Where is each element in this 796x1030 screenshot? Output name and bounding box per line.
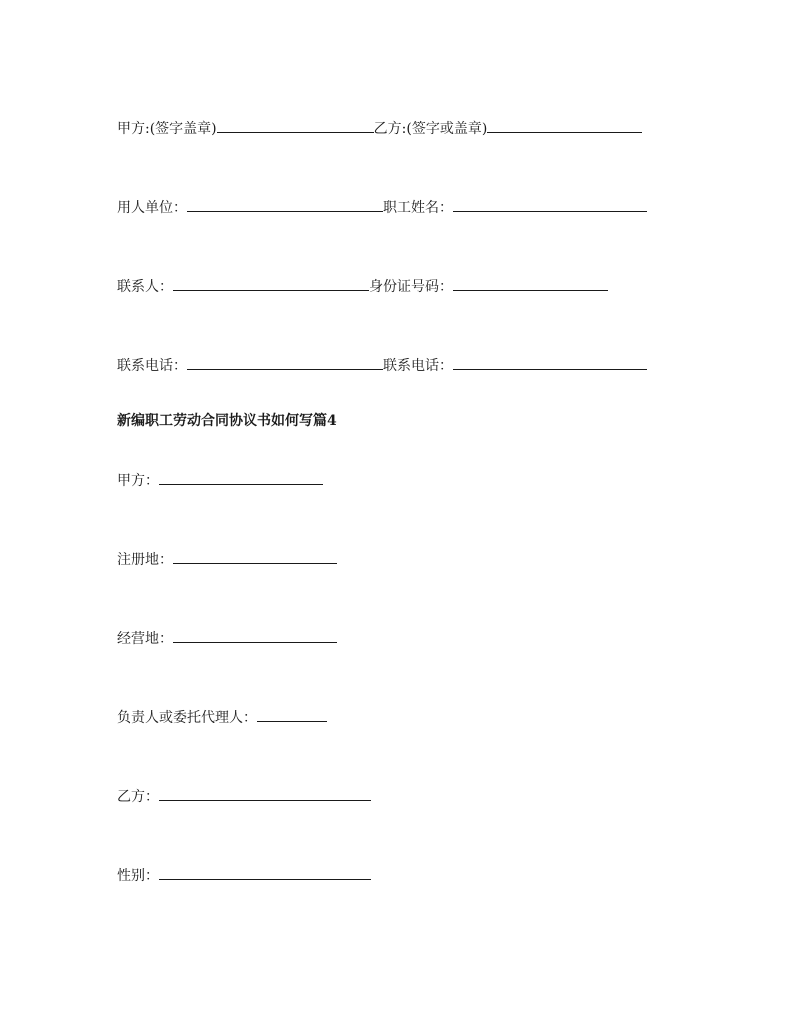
party-a-row bbox=[117, 470, 323, 491]
section-heading: 新编职工劳动合同协议书如何写篇4 bbox=[117, 413, 337, 429]
contact-phone-b-blank bbox=[453, 355, 647, 370]
party-b-row bbox=[117, 786, 371, 807]
representative-label: 负责人或委托代理人： bbox=[117, 710, 257, 726]
contact-person-label: 联系人： bbox=[117, 279, 173, 295]
representative-row bbox=[117, 707, 327, 728]
employee-name-label: 职工姓名： bbox=[383, 200, 453, 216]
id-number-label: 身份证号码： bbox=[369, 279, 453, 295]
contact-phone-a-blank bbox=[187, 355, 383, 370]
party-a-blank bbox=[159, 470, 323, 485]
registered-address-row bbox=[117, 549, 337, 570]
signature-row bbox=[117, 118, 642, 139]
employer-unit-label: 用人单位： bbox=[117, 200, 187, 216]
registered-address-blank bbox=[173, 549, 337, 564]
employer-row bbox=[117, 197, 647, 218]
contact-row bbox=[117, 276, 608, 297]
representative-blank bbox=[257, 707, 327, 722]
employee-name-blank bbox=[453, 197, 647, 212]
business-address-label: 经营地： bbox=[117, 631, 173, 647]
contact-person-blank bbox=[173, 276, 369, 291]
business-address-blank bbox=[173, 628, 337, 643]
party-b-sign-blank bbox=[487, 118, 642, 133]
registered-address-label: 注册地： bbox=[117, 552, 173, 568]
phone-row bbox=[117, 355, 647, 376]
contact-phone-b-label: 联系电话： bbox=[383, 358, 453, 374]
gender-label: 性别： bbox=[117, 868, 159, 884]
gender-row bbox=[117, 865, 371, 886]
id-number-blank bbox=[453, 276, 608, 291]
party-b-sign-label: 乙方:(签字或盖章) bbox=[373, 121, 488, 137]
party-a-label: 甲方： bbox=[117, 473, 159, 489]
contact-phone-a-label: 联系电话： bbox=[117, 358, 187, 374]
party-a-sign-blank bbox=[217, 118, 374, 133]
employer-unit-blank bbox=[187, 197, 383, 212]
business-address-row bbox=[117, 628, 337, 649]
party-b-blank bbox=[159, 786, 371, 801]
party-b-label: 乙方： bbox=[117, 789, 159, 805]
gender-blank bbox=[159, 865, 371, 880]
party-a-sign-label: 甲方:(签字盖章) bbox=[117, 121, 217, 137]
